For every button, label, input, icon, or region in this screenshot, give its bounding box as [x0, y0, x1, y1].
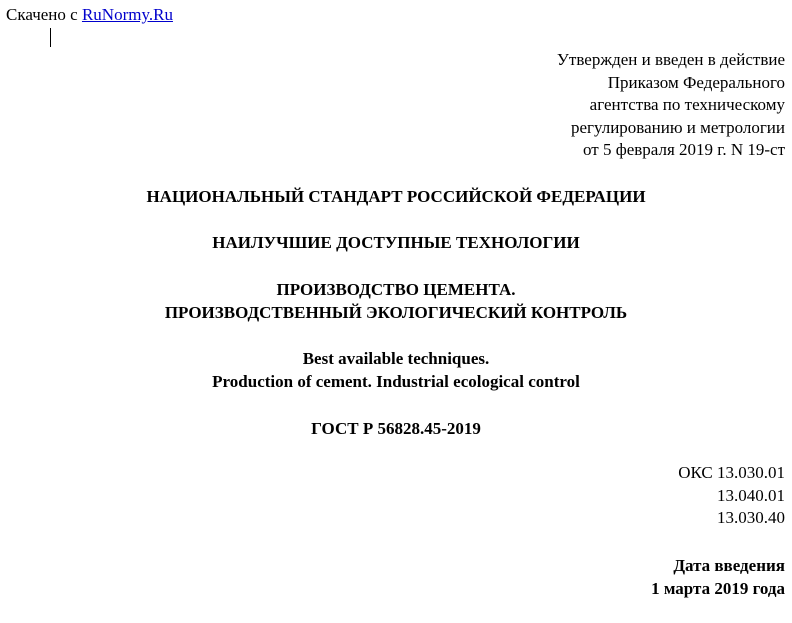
production-title-line: ПРОИЗВОДСТВЕННЫЙ ЭКОЛОГИЧЕСКИЙ КОНТРОЛЬ [164, 302, 628, 322]
introduction-date: 1 марта 2019 года [651, 578, 785, 598]
bat-title: НАИЛУЧШИЕ ДОСТУПНЫЕ ТЕХНОЛОГИИ [212, 233, 580, 252]
introduction-label: Дата введения [673, 556, 785, 575]
oks-codes [678, 462, 785, 530]
oks-code: 13.040.01 [717, 485, 785, 505]
runormy-link[interactable]: RuNormy.Ru [81, 5, 173, 24]
source-line [6, 4, 173, 26]
production-title-line: ПРОИЗВОДСТВО ЦЕМЕНТА. [276, 280, 516, 299]
english-title [0, 348, 792, 393]
approval-line: агентства по техническому [589, 95, 785, 114]
approval-line: от 5 февраля 2019 г. N 19-ст [582, 140, 785, 159]
gost-number: ГОСТ Р 56828.45-2019 [311, 419, 481, 438]
english-title-line: Production of cement. Industrial ecological control [212, 371, 580, 391]
text-cursor [50, 28, 51, 47]
standard-title: НАЦИОНАЛЬНЫЙ СТАНДАРТ РОССИЙСКОЙ ФЕДЕРАЦИИ [146, 187, 646, 206]
approval-line: Приказом Федерального [607, 72, 785, 92]
approval-line: регулированию и метрологии [570, 117, 785, 137]
approval-block [557, 49, 785, 162]
approval-line: Утвержден и введен в действие [556, 50, 785, 69]
oks-code: ОКС 13.030.01 [678, 463, 785, 482]
english-title-line: Best available techniques. [302, 349, 490, 368]
production-title [0, 279, 792, 324]
introduction-date-block [651, 555, 785, 600]
source-prefix: Скачено с [6, 5, 78, 24]
oks-code: 13.030.40 [717, 508, 785, 527]
